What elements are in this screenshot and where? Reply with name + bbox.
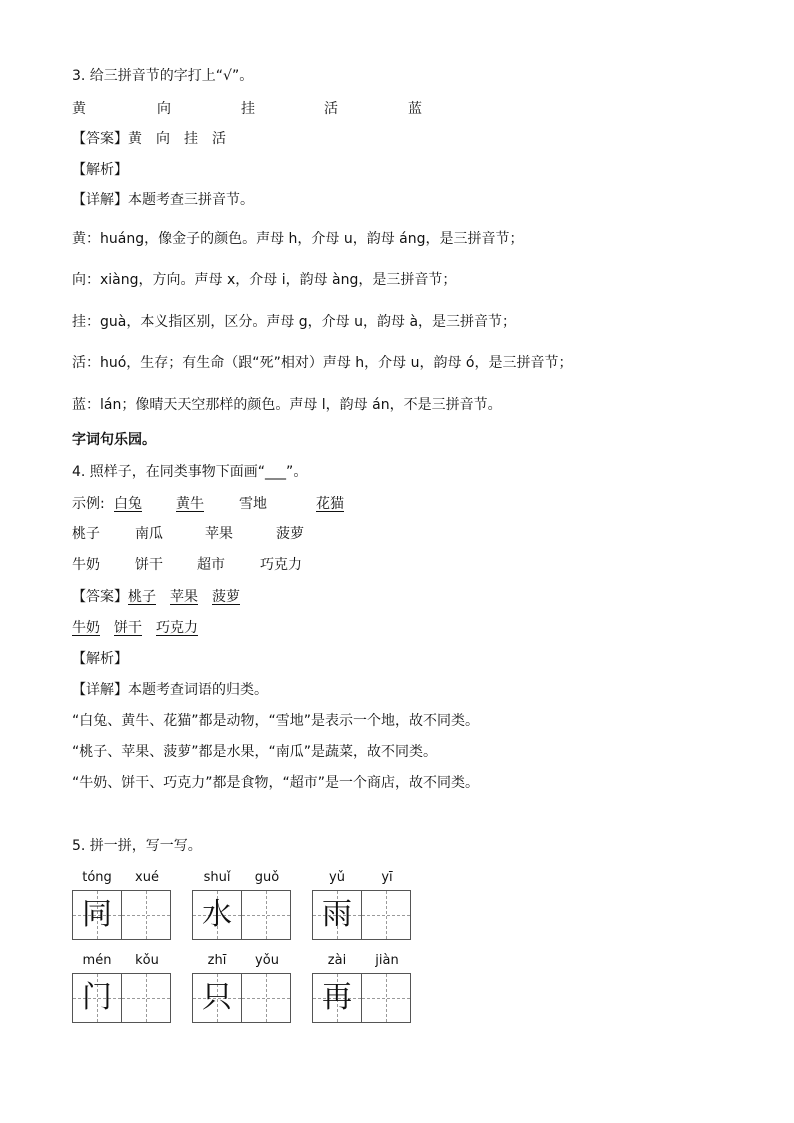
word: 苹果 xyxy=(205,526,233,542)
answer-word: 饼干 xyxy=(114,620,142,636)
writing-box xyxy=(72,973,122,1023)
pinyin-label: kǒu xyxy=(135,953,159,968)
answer-text: 黄 向 挂 活 xyxy=(128,131,226,147)
q3-explanation: 活：huó，生存；有生命（跟“死”相对）声母 h，介母 u，韵母 ó，是三拼音节； xyxy=(72,355,573,371)
word: 桃子 xyxy=(72,526,100,542)
pinyin-label: xué xyxy=(135,870,159,885)
pinyin-label: yī xyxy=(381,870,393,885)
example-label: 示例: xyxy=(72,496,105,512)
q3-char: 黄 xyxy=(72,101,86,117)
hanzi: 再 xyxy=(322,980,352,1015)
writing-box xyxy=(121,973,171,1023)
example-word: 黄牛 xyxy=(176,496,204,512)
q4-title: 4. 照样子，在同类事物下面画“___”。 xyxy=(72,464,308,480)
pinyin-label: yǒu xyxy=(255,953,279,968)
word: 菠萝 xyxy=(276,526,304,542)
q4-explanation: “牛奶、饼干、巧克力”都是食物，“超市”是一个商店，故不同类。 xyxy=(72,775,480,791)
q3-analysis-label: 【解析】 xyxy=(72,162,128,178)
q3-title: 3. 给三拼音节的字打上“√”。 xyxy=(72,68,254,84)
answer-word: 牛奶 xyxy=(72,620,100,636)
writing-box xyxy=(312,890,362,940)
pinyin-label: yǔ xyxy=(329,870,345,885)
section-title: 字词句乐园。 xyxy=(72,432,156,448)
q3-explanation: 向：xiàng，方向。声母 x，介母 i，韵母 àng，是三拼音节； xyxy=(72,272,457,288)
word: 南瓜 xyxy=(135,526,163,542)
q4-analysis-label: 【解析】 xyxy=(72,651,128,667)
hanzi: 门 xyxy=(82,980,112,1015)
answer-word: 巧克力 xyxy=(156,620,198,636)
answer-label: 【答案】 xyxy=(72,589,128,605)
example-word: 花猫 xyxy=(316,496,344,512)
hanzi xyxy=(242,891,290,939)
word-grid xyxy=(312,870,412,960)
word-grid xyxy=(192,870,292,960)
writing-box xyxy=(241,973,291,1023)
writing-box xyxy=(361,973,411,1023)
word: 巧克力 xyxy=(260,557,302,573)
word-grid xyxy=(192,953,292,1043)
example-word: 白兔 xyxy=(114,496,142,512)
hanzi xyxy=(242,974,290,1022)
pinyin-grid-row xyxy=(72,870,432,960)
pinyin-label: guǒ xyxy=(254,870,280,885)
word: 牛奶 xyxy=(72,557,100,573)
q3-explanation: 蓝：lán；像晴天天空那样的颜色。声母 l，韵母 án，不是三拼音节。 xyxy=(72,397,502,413)
word: 饼干 xyxy=(135,557,163,573)
writing-box xyxy=(192,973,242,1023)
q3-detail: 【详解】本题考查三拼音节。 xyxy=(72,192,254,208)
hanzi xyxy=(122,974,170,1022)
writing-box xyxy=(192,890,242,940)
hanzi: 同 xyxy=(82,897,112,932)
writing-box xyxy=(121,890,171,940)
pinyin-label: jiàn xyxy=(375,953,399,968)
word-grid xyxy=(312,953,412,1043)
q4-detail: 【详解】本题考查词语的归类。 xyxy=(72,682,268,698)
answer-word: 桃子 xyxy=(128,589,156,605)
word: 超市 xyxy=(197,557,225,573)
q3-char: 向 xyxy=(157,101,171,117)
q5-title: 5. 拼一拼，写一写。 xyxy=(72,838,202,854)
q4-explanation: “白兔、黄牛、花猫”都是动物，“雪地”是表示一个地，故不同类。 xyxy=(72,713,480,729)
q3-char: 蓝 xyxy=(408,101,422,117)
q3-answer xyxy=(72,129,226,149)
writing-box xyxy=(72,890,122,940)
pinyin-label: zài xyxy=(327,953,347,968)
q3-char: 挂 xyxy=(241,101,255,117)
writing-box xyxy=(241,890,291,940)
hanzi: 雨 xyxy=(322,897,352,932)
answer-word: 菠萝 xyxy=(212,589,240,605)
q3-explanation: 挂：guà，本义指区别，区分。声母 g，介母 u，韵母 à，是三拼音节； xyxy=(72,314,517,330)
answer-word: 苹果 xyxy=(170,589,198,605)
hanzi xyxy=(362,891,410,939)
hanzi xyxy=(362,974,410,1022)
pinyin-grid-row xyxy=(72,953,432,1043)
hanzi: 水 xyxy=(202,897,232,932)
word-grid xyxy=(72,953,172,1043)
answer-label: 【答案】 xyxy=(72,131,128,147)
q3-char: 活 xyxy=(324,101,338,117)
pinyin-label: tóng xyxy=(82,870,112,885)
q4-explanation: “桃子、苹果、菠萝”都是水果，“南瓜”是蔬菜，故不同类。 xyxy=(72,744,438,760)
word-grid xyxy=(72,870,172,960)
pinyin-label: mén xyxy=(82,953,112,968)
hanzi xyxy=(122,891,170,939)
writing-box xyxy=(361,890,411,940)
example-word: 雪地 xyxy=(239,496,267,512)
hanzi: 只 xyxy=(202,980,232,1015)
pinyin-label: zhī xyxy=(207,953,227,968)
q3-explanation: 黄：huáng，像金子的颜色。声母 h，介母 u，韵母 áng，是三拼音节； xyxy=(72,231,524,247)
writing-box xyxy=(312,973,362,1023)
pinyin-label: shuǐ xyxy=(203,870,231,885)
